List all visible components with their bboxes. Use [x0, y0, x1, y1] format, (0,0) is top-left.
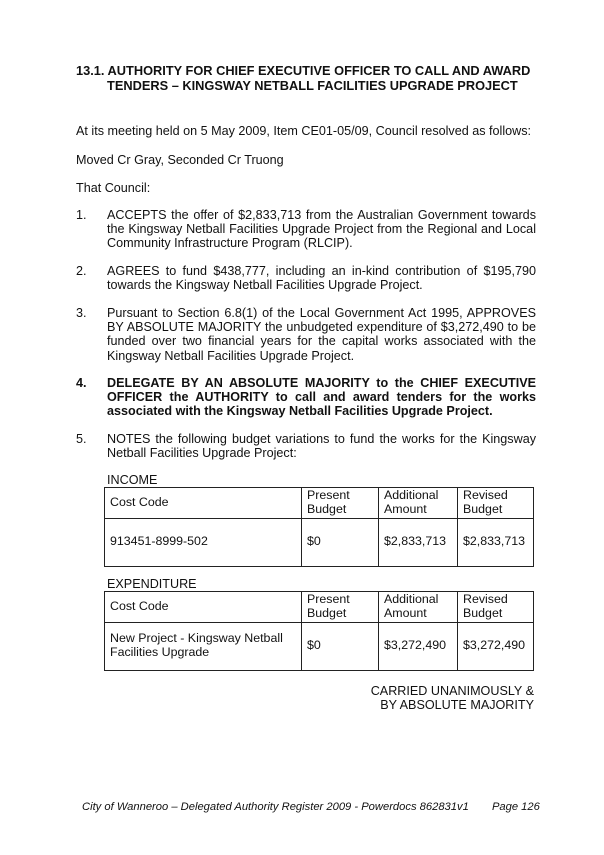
item-text: DELEGATE BY AN ABSOLUTE MAJORITY to the CHIEF EXECUTIVE OFFICER the AUTHORITY to call and award tenders for the works associated with the Kingsway Netball Facilities Upgrade Project.: [107, 376, 536, 419]
carried-statement: [371, 684, 534, 712]
resolution-item-3: [76, 306, 536, 363]
resolution-item-5: [76, 432, 536, 460]
page-footer: [82, 800, 540, 814]
col-header-additional-amount: Additional Amount: [379, 488, 458, 519]
col-header-revised-budget: Revised Budget: [458, 592, 534, 623]
footer-text: City of Wanneroo – Delegated Authority Register 2009 - Powerdocs 862831v1: [82, 801, 469, 813]
income-table: [104, 487, 534, 567]
col-header-additional-amount: Additional Amount: [379, 592, 458, 623]
moved-paragraph: Moved Cr Gray, Seconded Cr Truong: [76, 153, 284, 167]
cell-present-budget: $0: [302, 622, 379, 670]
item-number: 2.: [76, 264, 87, 278]
item-text: ACCEPTS the offer of $2,833,713 from the Australian Government towards the Kingsway Netball Facilities Upgrade Project from the Regional and Local Community Infrastructure Program (RLCIP).: [107, 208, 536, 251]
col-header-present-budget: Present Budget: [302, 592, 379, 623]
item-text: NOTES the following budget variations to fund the works for the Kingsway Netball Facilities Upgrade Project:: [107, 432, 536, 461]
cell-present-budget: $0: [302, 518, 379, 566]
resolution-item-2: [76, 264, 536, 292]
table-row: [105, 518, 534, 566]
resolution-item-1: [76, 208, 536, 251]
cell-additional-amount: $2,833,713: [379, 518, 458, 566]
that-council-paragraph: That Council:: [76, 181, 151, 195]
item-number: 5.: [76, 432, 87, 446]
heading-line-2: TENDERS – KINGSWAY NETBALL FACILITIES UPGRADE PROJECT: [107, 77, 518, 93]
table-header-row: [105, 488, 534, 519]
cell-revised-budget: $3,272,490: [458, 622, 534, 670]
item-number: 4.: [76, 376, 87, 390]
cell-cost-code: New Project - Kingsway Netball Facilities Upgrade: [105, 622, 302, 670]
item-text: AGREES to fund $438,777, including an in-kind contribution of $195,790 towards the Kingsway Netball Facilities Upgrade Project.: [107, 264, 536, 293]
cell-additional-amount: $3,272,490: [379, 622, 458, 670]
table-row: [105, 622, 534, 670]
page-number: Page 126: [491, 801, 540, 813]
table-header-row: [105, 592, 534, 623]
heading-line-1: 13.1. AUTHORITY FOR CHIEF EXECUTIVE OFFICER TO CALL AND AWARD: [76, 63, 531, 78]
item-text: Pursuant to Section 6.8(1) of the Local Government Act 1995, APPROVES BY ABSOLUTE MAJORITY the unbudgeted expenditure of $3,272,490 to be funded over two financial years for the capital works associated with the Kingsway Netball Facilities Upgrade Project.: [107, 306, 536, 363]
item-number: 1.: [76, 208, 87, 222]
col-header-present-budget: Present Budget: [302, 488, 379, 519]
income-label: INCOME: [107, 473, 158, 487]
intro-paragraph: At its meeting held on 5 May 2009, Item CE01-05/09, Council resolved as follows:: [76, 124, 532, 138]
section-heading: [76, 64, 538, 93]
col-header-revised-budget: Revised Budget: [458, 488, 534, 519]
carried-line-1: CARRIED UNANIMOUSLY &: [370, 684, 534, 698]
col-header-cost-code: Cost Code: [105, 488, 302, 519]
item-number: 3.: [76, 306, 87, 320]
carried-line-2: BY ABSOLUTE MAJORITY: [380, 698, 534, 713]
expenditure-label: EXPENDITURE: [107, 577, 197, 591]
expenditure-table: [104, 591, 534, 671]
resolution-item-4: [76, 376, 536, 419]
cell-revised-budget: $2,833,713: [458, 518, 534, 566]
cell-cost-code: 913451-8999-502: [105, 518, 302, 566]
col-header-cost-code: Cost Code: [105, 592, 302, 623]
